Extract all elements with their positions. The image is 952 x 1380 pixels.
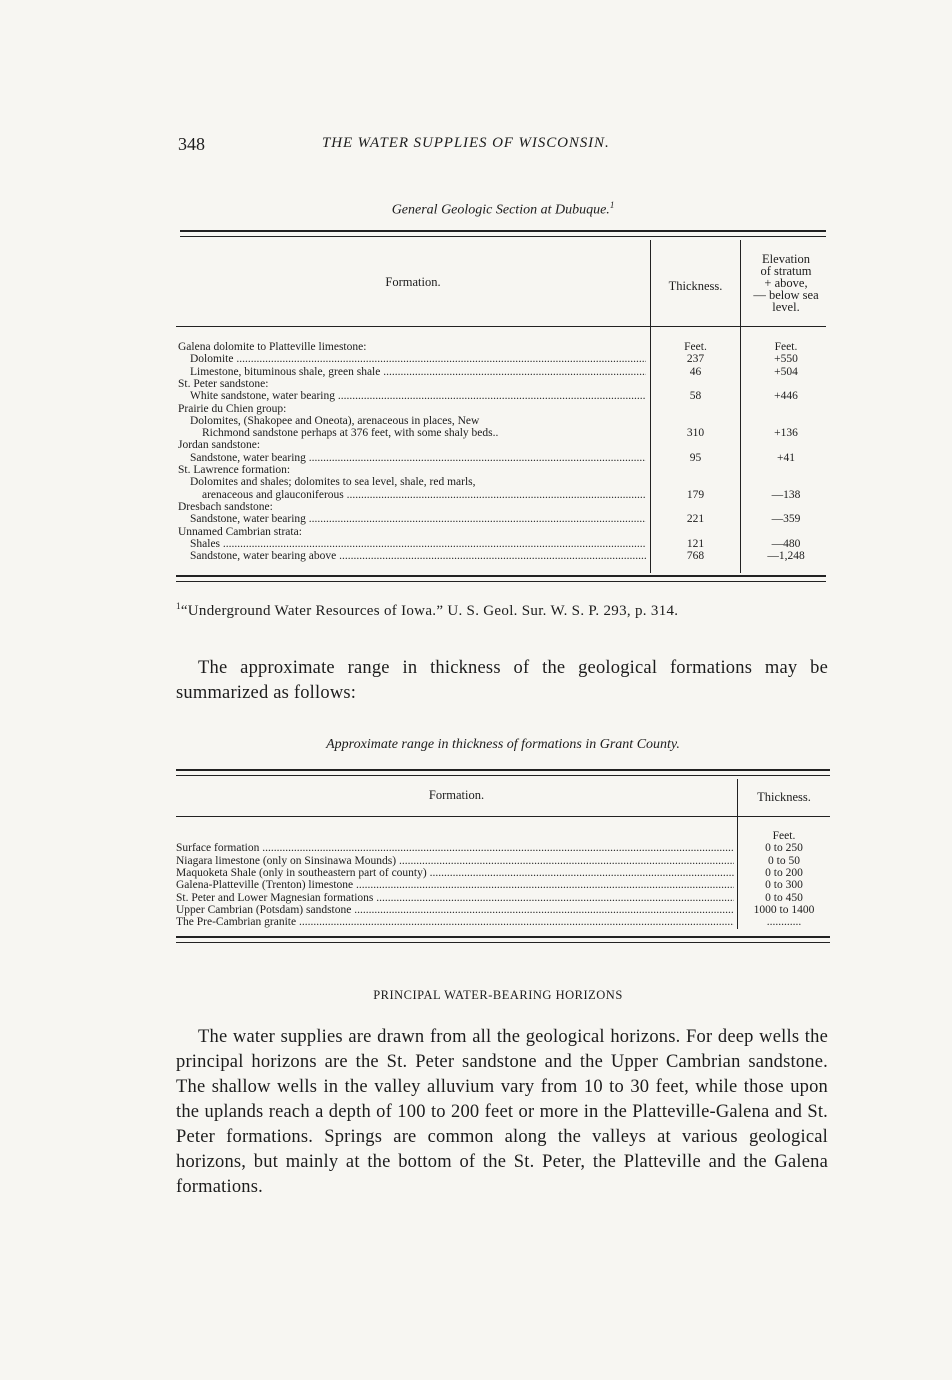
thickness-value: Feet.	[684, 341, 707, 353]
table1-row	[176, 501, 832, 513]
formation-label: Sandstone, water bearing above .....	[190, 550, 646, 562]
formation-label: Shales .....	[190, 538, 646, 550]
formation-label: Surface formation .....	[176, 842, 734, 854]
elevation-value: +446	[774, 390, 798, 403]
table1-row	[176, 366, 832, 378]
table1-row	[176, 550, 832, 562]
formation-label: Dresbach sandstone:	[178, 500, 273, 513]
thickness-value: 0 to 250	[765, 842, 803, 855]
thickness-value: 221	[686, 513, 705, 526]
formation-label: The Pre-Cambrian granite .....	[176, 916, 734, 928]
formation-label: Niagara limestone (only on Sinsinawa Mounds) .....	[176, 855, 734, 867]
footnote	[176, 597, 832, 621]
table1-row	[176, 452, 832, 464]
table1-col-elevation-line: — below sea	[753, 288, 819, 302]
formation-label: Sandstone, water bearing .....	[190, 513, 646, 525]
table1-col-elevation-line: Elevation	[762, 252, 810, 266]
elevation-value: —359	[771, 513, 801, 526]
table1-col-formation: Formation.	[385, 275, 441, 289]
table1-caption-text: General Geologic Section at Dubuque.	[391, 202, 610, 218]
table2-row	[176, 879, 832, 891]
table1-header-rule	[176, 326, 826, 327]
formation-label: Unnamed Cambrian strata:	[178, 525, 302, 538]
table1-col-thickness: Thickness.	[668, 279, 723, 293]
section-heading: PRINCIPAL WATER-BEARING HORIZONS	[373, 988, 623, 1002]
table1-top-rule	[180, 230, 826, 232]
table1-row	[176, 390, 832, 402]
table2-row	[176, 830, 832, 842]
thickness-value: 0 to 450	[765, 891, 803, 904]
elevation-value: Feet.	[774, 341, 798, 353]
table1-row	[176, 415, 832, 427]
table2-caption: Approximate range in thickness of formations in Grant County.	[326, 737, 680, 752]
table1-row	[176, 513, 832, 525]
table2-col-thickness: Thickness.	[757, 790, 811, 804]
thickness-value: 768	[686, 550, 705, 563]
table1-row	[176, 476, 832, 488]
table1-col-elevation-line: + above,	[764, 276, 808, 290]
thickness-value: 310	[686, 427, 705, 440]
table1-row	[176, 439, 832, 451]
formation-label: Prairie du Chien group:	[178, 402, 287, 415]
thickness-value: Feet.	[772, 830, 796, 842]
table1-row	[176, 378, 832, 390]
table1-row	[176, 403, 832, 415]
table1-row	[176, 489, 832, 501]
table2-row	[176, 855, 832, 867]
formation-label: Maquoketa Shale (only in southeastern part of county) .....	[176, 867, 734, 879]
formation-label: Galena dolomite to Platteville limestone:	[178, 341, 367, 353]
table1-caption	[180, 200, 826, 219]
paragraph-principal-horizons: The water supplies are drawn from all the geological horizons. For deep wells the principal horizons are the St. Peter sandstone and the Upper Cambrian sandstone. The shallow wells in the valley alluvium vary from 10 to 30 feet, while those upon the uplands reach a depth of 100 to 200 feet or more in the Platteville-Galena and St. Peter formations. Springs are common along the valleys at various geological horizons, but mainly at the bottom of the St. Peter, the Platteville and the Galena formations.	[176, 1027, 828, 1197]
footnote-text: “Underground Water Resources of Iowa.” U. S. Geol. Sur. W. S. P. 293, p. 314.	[180, 603, 679, 619]
elevation-value: +41	[777, 451, 795, 464]
footnote-marker: 1	[176, 601, 181, 611]
table2-top-rule	[176, 769, 830, 771]
formation-label: Dolomites, (Shakopee and Oneota), arenaceous in places, New	[190, 414, 480, 427]
paragraph-intro: The approximate range in thickness of the geological formations may be summarized as follows:	[176, 658, 828, 703]
table1-row	[176, 341, 832, 353]
formation-label: Upper Cambrian (Potsdam) sandstone .....	[176, 904, 734, 916]
thickness-value: 95	[689, 451, 702, 464]
elevation-value: —138	[771, 488, 801, 501]
table2-top-rule-thin	[176, 775, 830, 776]
thickness-value: 121	[686, 537, 705, 550]
table2-row	[176, 867, 832, 879]
running-title: THE WATER SUPPLIES OF WISCONSIN.	[322, 135, 610, 151]
table1-row	[176, 538, 832, 550]
thickness-value: 237	[686, 353, 705, 366]
elevation-value: —1,248	[767, 550, 805, 563]
formation-label: White sandstone, water bearing .....	[190, 390, 646, 402]
thickness-value: 0 to 50	[768, 854, 800, 867]
thickness-value: 58	[689, 390, 702, 403]
thickness-value: ............	[766, 916, 802, 929]
table1-bottom-rule	[176, 575, 826, 577]
formation-label: Richmond sandstone perhaps at 376 feet, with some shaly beds..	[202, 427, 499, 440]
thickness-value: 0 to 300	[765, 879, 803, 892]
formation-label: Dolomites and shales; dolomites to sea level, shale, red marls,	[190, 476, 476, 489]
page-number: 348	[178, 134, 205, 154]
table2-header-rule	[176, 816, 830, 817]
table1-col-elevation	[741, 253, 831, 313]
table2-bottom-rule	[176, 936, 830, 938]
elevation-value: +136	[774, 427, 798, 440]
elevation-value: +504	[774, 365, 798, 378]
table2-row	[176, 904, 832, 916]
table2-bottom-rule-thin	[176, 942, 830, 943]
table1-top-rule-thin	[180, 236, 826, 237]
formation-label: Sandstone, water bearing .....	[190, 452, 646, 464]
formation-label: St. Peter sandstone:	[178, 377, 269, 390]
formation-label: St. Peter and Lower Magnesian formations .....	[176, 892, 734, 904]
table1-caption-note: 1	[609, 200, 615, 210]
table1-col-elevation-line: level.	[772, 300, 800, 314]
table1-col-elevation-line: of stratum	[760, 264, 812, 278]
formation-label: Jordan sandstone:	[178, 439, 261, 452]
table2-row	[176, 916, 832, 928]
table1-row	[176, 427, 832, 439]
elevation-value: —480	[771, 537, 801, 550]
table2-col-formation: Formation.	[428, 788, 485, 802]
table1-bottom-rule-thin	[176, 581, 826, 582]
table2-row	[176, 892, 832, 904]
formation-label: Limestone, bituminous shale, green shale .....	[190, 366, 646, 378]
thickness-value: 179	[686, 488, 705, 501]
thickness-value: 0 to 200	[765, 866, 803, 879]
formation-label: Galena-Platteville (Trenton) limestone .....	[176, 879, 734, 891]
formation-label: Dolomite .....	[190, 353, 646, 365]
table2-row	[176, 842, 832, 854]
thickness-value: 1000 to 1400	[753, 903, 815, 916]
elevation-value: +550	[774, 353, 798, 366]
formation-label: St. Lawrence formation:	[178, 464, 291, 476]
table1-row	[176, 464, 832, 476]
formation-label: arenaceous and glauconiferous .....	[202, 489, 646, 501]
table1-row	[176, 353, 832, 365]
table1-row	[176, 526, 832, 538]
thickness-value: 46	[689, 365, 702, 378]
